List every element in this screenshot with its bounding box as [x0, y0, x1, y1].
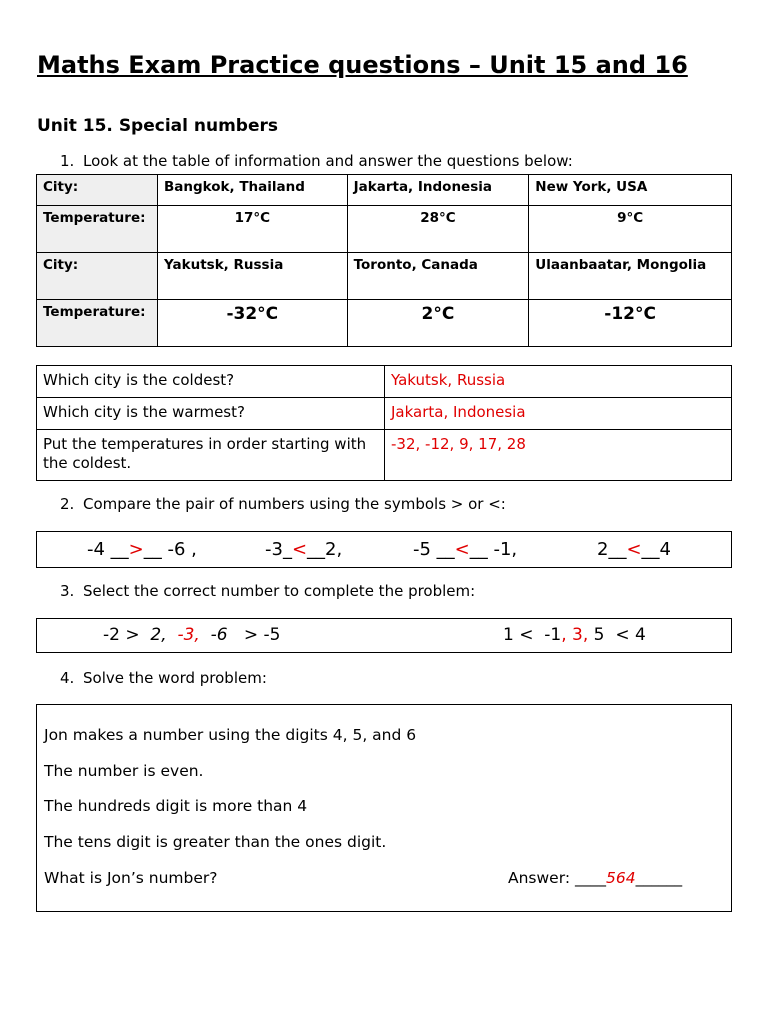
option-correct: , 3,: [561, 625, 589, 645]
table-row: [37, 398, 732, 430]
page-title: Maths Exam Practice questions – Unit 15 and 16: [37, 51, 688, 79]
option: -6: [210, 625, 228, 645]
selection-post: < 4: [615, 625, 646, 645]
comparison-item: [87, 539, 197, 560]
table-cell: City:: [37, 175, 158, 206]
comparison-left: -4 __: [87, 539, 129, 560]
comparison-left: -5 __: [413, 539, 455, 560]
table-cell: New York, USA: [529, 175, 732, 206]
comparison-item: [597, 539, 671, 560]
question-3: [60, 582, 475, 600]
comparison-right: __ -1,: [469, 539, 518, 560]
answer-cell: -32, -12, 9, 17, 28: [385, 430, 732, 481]
question-cell: Which city is the coldest?: [37, 366, 385, 398]
answer-line: [508, 869, 682, 887]
option: -1: [544, 625, 562, 645]
selection-post: > -5: [243, 625, 281, 645]
table-cell: 2°C: [347, 300, 529, 347]
selection-right: [503, 625, 646, 645]
question-text: Look at the table of information and answer the questions below:: [83, 152, 573, 170]
question-number: 1.: [60, 152, 75, 170]
comparison-box: [36, 531, 732, 568]
answer-blank: ______: [635, 869, 683, 887]
table-cell: 28°C: [347, 206, 529, 253]
selection-left: [103, 625, 280, 645]
question-text: Select the correct number to complete the problem:: [83, 582, 476, 600]
table-row: [37, 175, 732, 206]
selection-box: [36, 618, 732, 653]
answer-cell: Yakutsk, Russia: [385, 366, 732, 398]
question-4: [60, 669, 267, 687]
table-cell: Toronto, Canada: [347, 253, 529, 300]
table-cell: Temperature:: [37, 300, 158, 347]
option: 5: [593, 625, 605, 645]
problem-line: Jon makes a number using the digits 4, 5, and 6: [44, 726, 417, 744]
table-row: [37, 430, 732, 481]
city-temperature-table: [36, 174, 732, 347]
question-cell: Put the temperatures in order starting with the coldest.: [37, 430, 385, 481]
table-cell: -32°C: [157, 300, 347, 347]
comparison-symbol: <: [291, 539, 308, 560]
answers-table: [36, 365, 732, 481]
question-number: 3.: [60, 582, 75, 600]
table-cell: 17°C: [157, 206, 347, 253]
answer-cell: Jakarta, Indonesia: [385, 398, 732, 430]
comparison-symbol: <: [454, 539, 470, 560]
question-number: 2.: [60, 495, 75, 513]
table-cell: Bangkok, Thailand: [157, 175, 347, 206]
question-2: [60, 495, 506, 513]
comparison-left: -3_: [265, 539, 292, 560]
question-text: Compare the pair of numbers using the symbols > or <:: [83, 495, 506, 513]
word-problem-box: [36, 704, 732, 912]
problem-line: The number is even.: [44, 762, 204, 780]
comparison-symbol: >: [128, 539, 144, 560]
question-1: [60, 152, 573, 170]
problem-line: What is Jon’s number?: [44, 869, 218, 887]
selection-pre: -2 >: [103, 625, 140, 645]
selection-pre: 1 <: [503, 625, 534, 645]
table-cell: 9°C: [529, 206, 732, 253]
option-correct: -3,: [177, 625, 200, 645]
question-cell: Which city is the warmest?: [37, 398, 385, 430]
comparison-item: [413, 539, 517, 560]
option: 2,: [150, 625, 167, 645]
table-row: [37, 300, 732, 347]
table-cell: City:: [37, 253, 158, 300]
answer-label: Answer: ____: [508, 869, 606, 887]
table-cell: Jakarta, Indonesia: [347, 175, 529, 206]
comparison-item: [265, 539, 342, 560]
table-row: [37, 253, 732, 300]
table-cell: Ulaanbaatar, Mongolia: [529, 253, 732, 300]
table-cell: -12°C: [529, 300, 732, 347]
comparison-symbol: <: [626, 539, 642, 560]
problem-line: The tens digit is greater than the ones digit.: [44, 833, 387, 851]
comparison-right: __2,: [307, 539, 343, 560]
question-text: Solve the word problem:: [83, 669, 267, 687]
table-cell: Temperature:: [37, 206, 158, 253]
table-cell: Yakutsk, Russia: [157, 253, 347, 300]
table-row: [37, 366, 732, 398]
comparison-left: 2__: [597, 539, 627, 560]
answer-value: 564: [605, 869, 636, 887]
problem-line: The hundreds digit is more than 4: [44, 797, 308, 815]
comparison-right: __ -6 ,: [143, 539, 197, 560]
comparison-right: __4: [641, 539, 671, 560]
unit-subtitle: Unit 15. Special numbers: [37, 116, 278, 136]
table-row: [37, 206, 732, 253]
question-number: 4.: [60, 669, 75, 687]
